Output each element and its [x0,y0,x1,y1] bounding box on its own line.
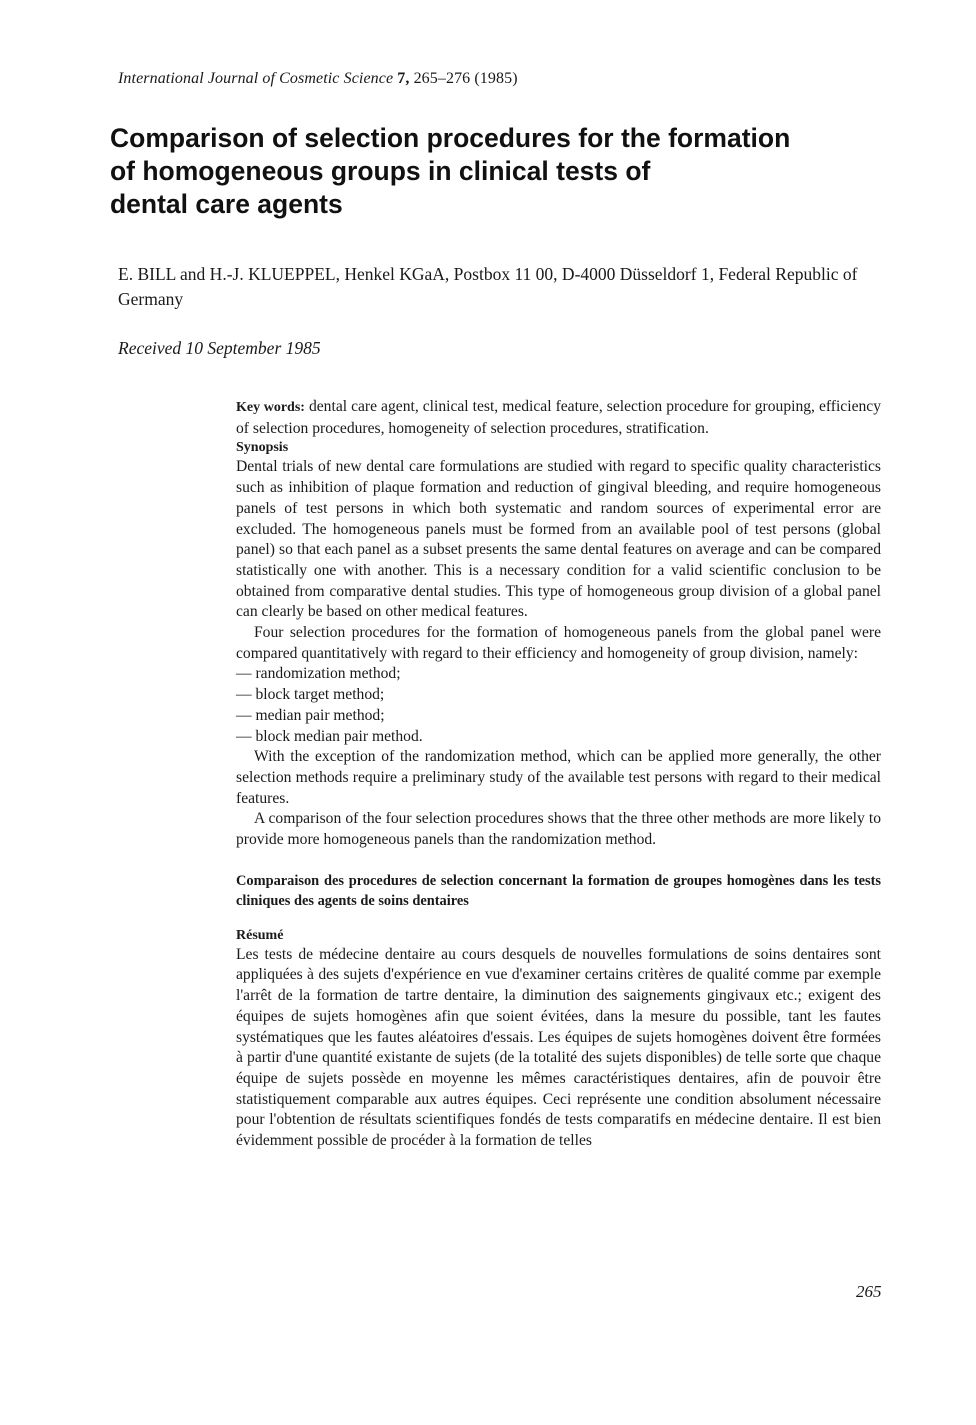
keywords-text: dental care agent, clinical test, medical feature, selection procedure for grouping, efficiency of selection procedures, homogeneity of selection procedures, stratification. [236,398,882,437]
synopsis-paragraph-2: Four selection procedures for the formation of homogeneous panels from the global panel were compared quantitatively with regard to their efficiency and homogeneity of group division, namely: [236,624,881,662]
method-list-item: — block median pair method. [236,727,423,745]
french-title: Comparaison des procedures de selection concernant la formation de groupes homogènes dans les tests cliniques des agents de soins dentaires [236,872,881,909]
resume-paragraph-1: Les tests de médecine dentaire au cours desquels de nouvelles formulations de soins dentaires sont appliquées à des sujets d'expérience en vue d'examiner certains critères de qualité comme par exemple l'arrêt de la formation de tartre dentaire, la diminution des saignements gingivaux etc.; exigent des équipes de sujets homogènes afin que soient évitées, dans la mesure du possible, tant les fautes systématiques que les fautes aléatoires d'essais. Les équipes de sujets homogènes doivent être formées à partir d'une quantité existante de sujets (de la totalité des sujets disponibles) de telle sorte que chaque équipe de sujets possède en moyenne les mêmes caractéristiques dentaires, afin de pouvoir être statistiquement comparable aux autres équipes. Ceci représente une condition absolument nécessaire pour l'obtention de résultats scientifiques fondés de tests comparatifs en médecine dentaire. Il est bien évidemment possible de procéder à la formation de telles [236,945,881,1150]
method-list-item: — block target method; [236,686,385,704]
synopsis-heading: Synopsis [236,440,289,456]
keywords-label: Key words: [236,400,305,415]
author-affiliation: E. BILL and H.-J. KLUEPPEL, Henkel KGaA, Postbox 11 00, D-4000 Düsseldorf 1, Federal Republic of Germany [118,264,858,309]
article-title [110,122,890,221]
method-list-item: — median pair method; [236,706,385,724]
title-line-2: of homogeneous groups in clinical tests of [110,156,651,186]
journal-pages-year: 265–276 (1985) [413,70,518,87]
journal-volume: 7, [397,70,410,87]
title-line-1: Comparison of selection procedures for the formation [110,123,791,153]
synopsis-paragraph-1: Dental trials of new dental care formulations are studied with regard to specific quality characteristics such as inhibition of plaque formation and reduction of gingival bleeding, and require homogeneous panels of test persons in which both systematic and random sources of experimental error are excluded. The homogeneous panels must be formed from an available pool of test persons (global panel) so that each panel as a subset presents the same dental features on average and can be compared statistically one with another. This is a necessary condition for a valid scientific conclusion to be obtained from comparative dental studies. This type of homogeneous group division of a global panel can clearly be based on other medical features. [236,458,881,621]
page-number: 265 [856,1282,882,1301]
synopsis-paragraph-3: With the exception of the randomization method, which can be applied more generally, the other selection methods require a preliminary study of the available test persons with regard to their medical features. [236,748,881,807]
journal-name: International Journal of Cosmetic Science [118,70,394,87]
title-line-3: dental care agents [110,189,343,219]
received-date: Received 10 September 1985 [118,338,321,358]
keywords [236,397,881,439]
resume-heading: Résumé [236,927,284,943]
synopsis-paragraph-4: A comparison of the four selection procedures shows that the three other methods are more likely to provide more homogeneous panels than the randomization method. [236,810,881,849]
abstract-block [236,397,881,1152]
journal-citation [118,70,518,88]
method-list-item: — randomization method; [236,665,401,683]
